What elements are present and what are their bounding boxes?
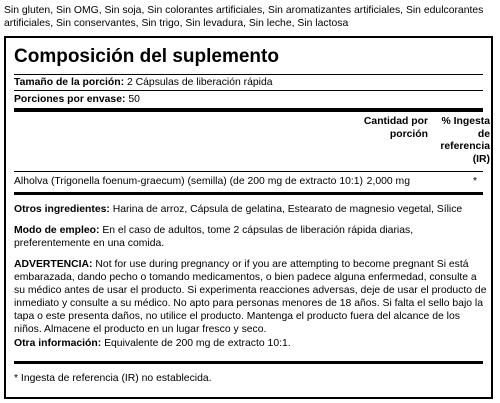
ingredient-amount: 2,000 mg xyxy=(366,176,410,187)
warning-label: ADVERTENCIA: xyxy=(14,259,93,270)
other-info-text: Equivalente de 200 mg de extracto 10:1. xyxy=(104,338,291,349)
other-ingredients xyxy=(14,204,488,217)
ingredient-ir: * xyxy=(472,176,477,187)
divider xyxy=(14,90,483,91)
warning xyxy=(14,259,488,336)
other-ingredients-text: Harina de arroz, Cápsula de gelatina, Estearato de magnesio vegetal, Sílice xyxy=(112,204,463,215)
ingredient-name: Alholva (Trigonella foenum-graecum) (semilla) (de 200 mg de extracto 10:1) xyxy=(14,176,364,187)
divider-heavy xyxy=(14,108,483,112)
divider xyxy=(14,74,483,75)
servings-row xyxy=(14,93,483,106)
column-header-amount: Cantidad por porción xyxy=(363,116,428,140)
divider xyxy=(14,171,483,172)
servings-value: 50 xyxy=(128,94,140,105)
free-from-list: Sin gluten, Sin OMG, Sin soja, Sin colorantes artificiales, Sin aromatizantes artificiales, Sin edulcorantes artificiales, Sin conservantes, Sin trigo, Sin levadura, Sin leche, Sin lactosa xyxy=(4,5,484,30)
serving-size-value: 2 Cápsulas de liberación rápida xyxy=(126,77,273,88)
divider-thick xyxy=(14,192,483,195)
column-header-ir: % Ingesta de referencia (IR) xyxy=(440,116,490,165)
facts-title: Composición del suplemento xyxy=(14,46,279,67)
other-ingredients-label: Otros ingredientes: xyxy=(14,204,110,215)
usage-directions xyxy=(14,225,488,251)
serving-size-row xyxy=(14,76,483,89)
supplement-facts-panel xyxy=(4,36,493,399)
warning-text: Not for use during pregnancy or if you are attempting to become pregnant Si está embarazada, dando pecho o tomando medicamentos, o bien padece alguna enfermedad, consulte a su médico antes de usar el producto. Si experimenta reacciones adversas, deje de usar el producto de inmediato y consulte a su médico. No apto para personas menores de 18 años. Si falta el sello bajo la tapa o este presenta daños, no utilice el producto. Mantenga el producto fuera del alcance de los niños. Almacene el producto en un lugar fresco y seco. xyxy=(14,259,487,335)
servings-label: Porciones por envase: xyxy=(14,94,126,105)
other-info-label: Otra información: xyxy=(14,338,102,349)
usage-text: En el caso de adultos, tome 2 cápsulas de liberación rápida diarias, preferentemente en una comida. xyxy=(14,225,414,249)
serving-size-label: Tamaño de la porción: xyxy=(14,77,125,88)
usage-label: Modo de empleo: xyxy=(14,225,100,236)
other-information xyxy=(14,338,488,351)
divider-thick xyxy=(14,361,483,364)
footnote: * Ingesta de referencia (IR) no establecida. xyxy=(14,373,212,384)
